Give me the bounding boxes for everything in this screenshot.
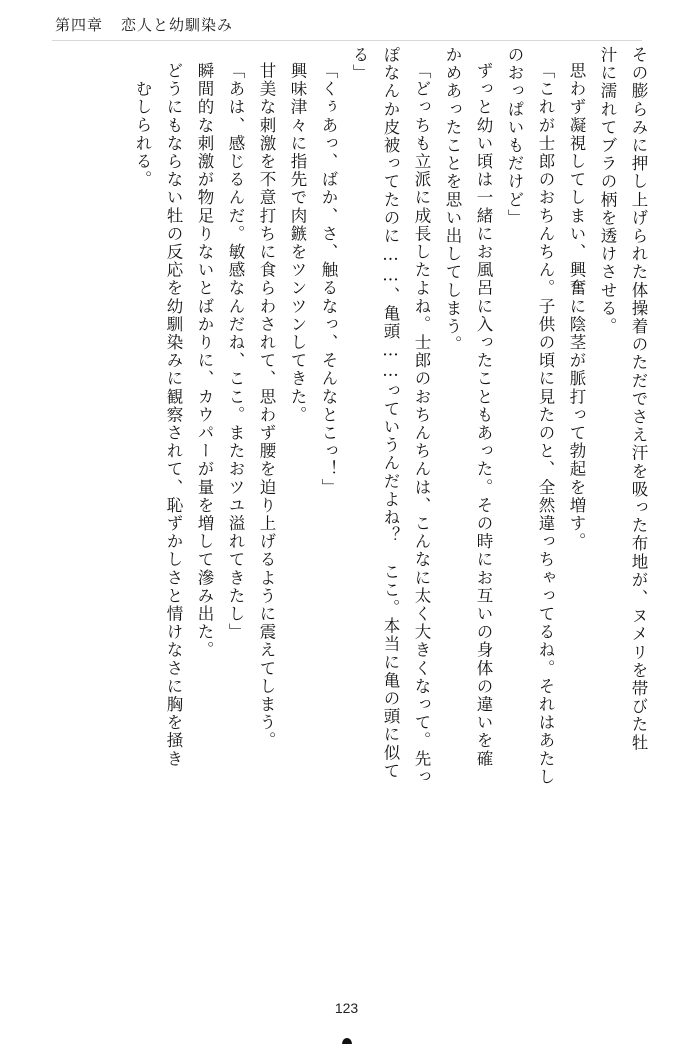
text-column: 甘美な刺激を不意打ちに食らわされて、思わず腰を迫り上げるように震えてしまう。 [257, 62, 276, 750]
text-column: 思わず凝視してしまい、興奮に陰茎が脈打って勃起を増す。 [567, 62, 586, 551]
text-column: のおっぱいもだけど」 [505, 46, 524, 227]
chapter-title: 恋人と幼馴染み [121, 18, 234, 34]
text-column: 興味津々に指先で肉鏃をツンツンしてきた。 [288, 62, 307, 424]
page-header [55, 14, 233, 35]
text-column: どうにもならない牡の反応を幼馴染みに観察されて、恥ずかしさと情けなさに胸を掻き [164, 62, 183, 768]
text-column: むしられる。 [133, 80, 152, 189]
text-column: る」 [350, 46, 369, 83]
printing-mark [342, 1038, 352, 1044]
header-divider [52, 40, 642, 41]
text-column: 「あは、感じるんだ。敏感なんだね、ここ。またおツユ溢れてきたし」 [226, 62, 245, 642]
body-text [46, 46, 646, 986]
text-column: 「これが士郎のおちんちん。子供の頃に見たのと、全然違っちゃってるね。それはあたし [536, 62, 555, 786]
text-column: その膨らみに押し上げられた体操着のただでさえ汗を吸った布地が、ヌメリを帯びた牡 [629, 46, 648, 752]
page-number: 123 [334, 1000, 359, 1016]
text-column: 「くぅあっ、ばか、さ、触るなっ、そんなとこっ！」 [319, 62, 338, 497]
chapter-number: 第四章 [55, 18, 104, 34]
text-column: ずっと幼い頃は一緒にお風呂に入ったこともあった。その時にお互いの身体の違いを確 [474, 62, 493, 768]
text-column: 瞬間的な刺激が物足りないとばかりに、カウパーが量を増して滲み出た。 [195, 62, 214, 660]
text-column: ぽなんか皮被ってたのに……、亀頭……っていうんだよね？ ここ。本当に亀の頭に似て [381, 46, 400, 780]
text-column: 「どっちも立派に成長したよね。士郎のおちんちんは、こんなに太く大きくなって。先っ [412, 62, 431, 786]
text-column: 汁に濡れてブラの柄を透けさせる。 [598, 46, 617, 336]
text-column: かめあったことを思い出してしまう。 [443, 46, 462, 354]
